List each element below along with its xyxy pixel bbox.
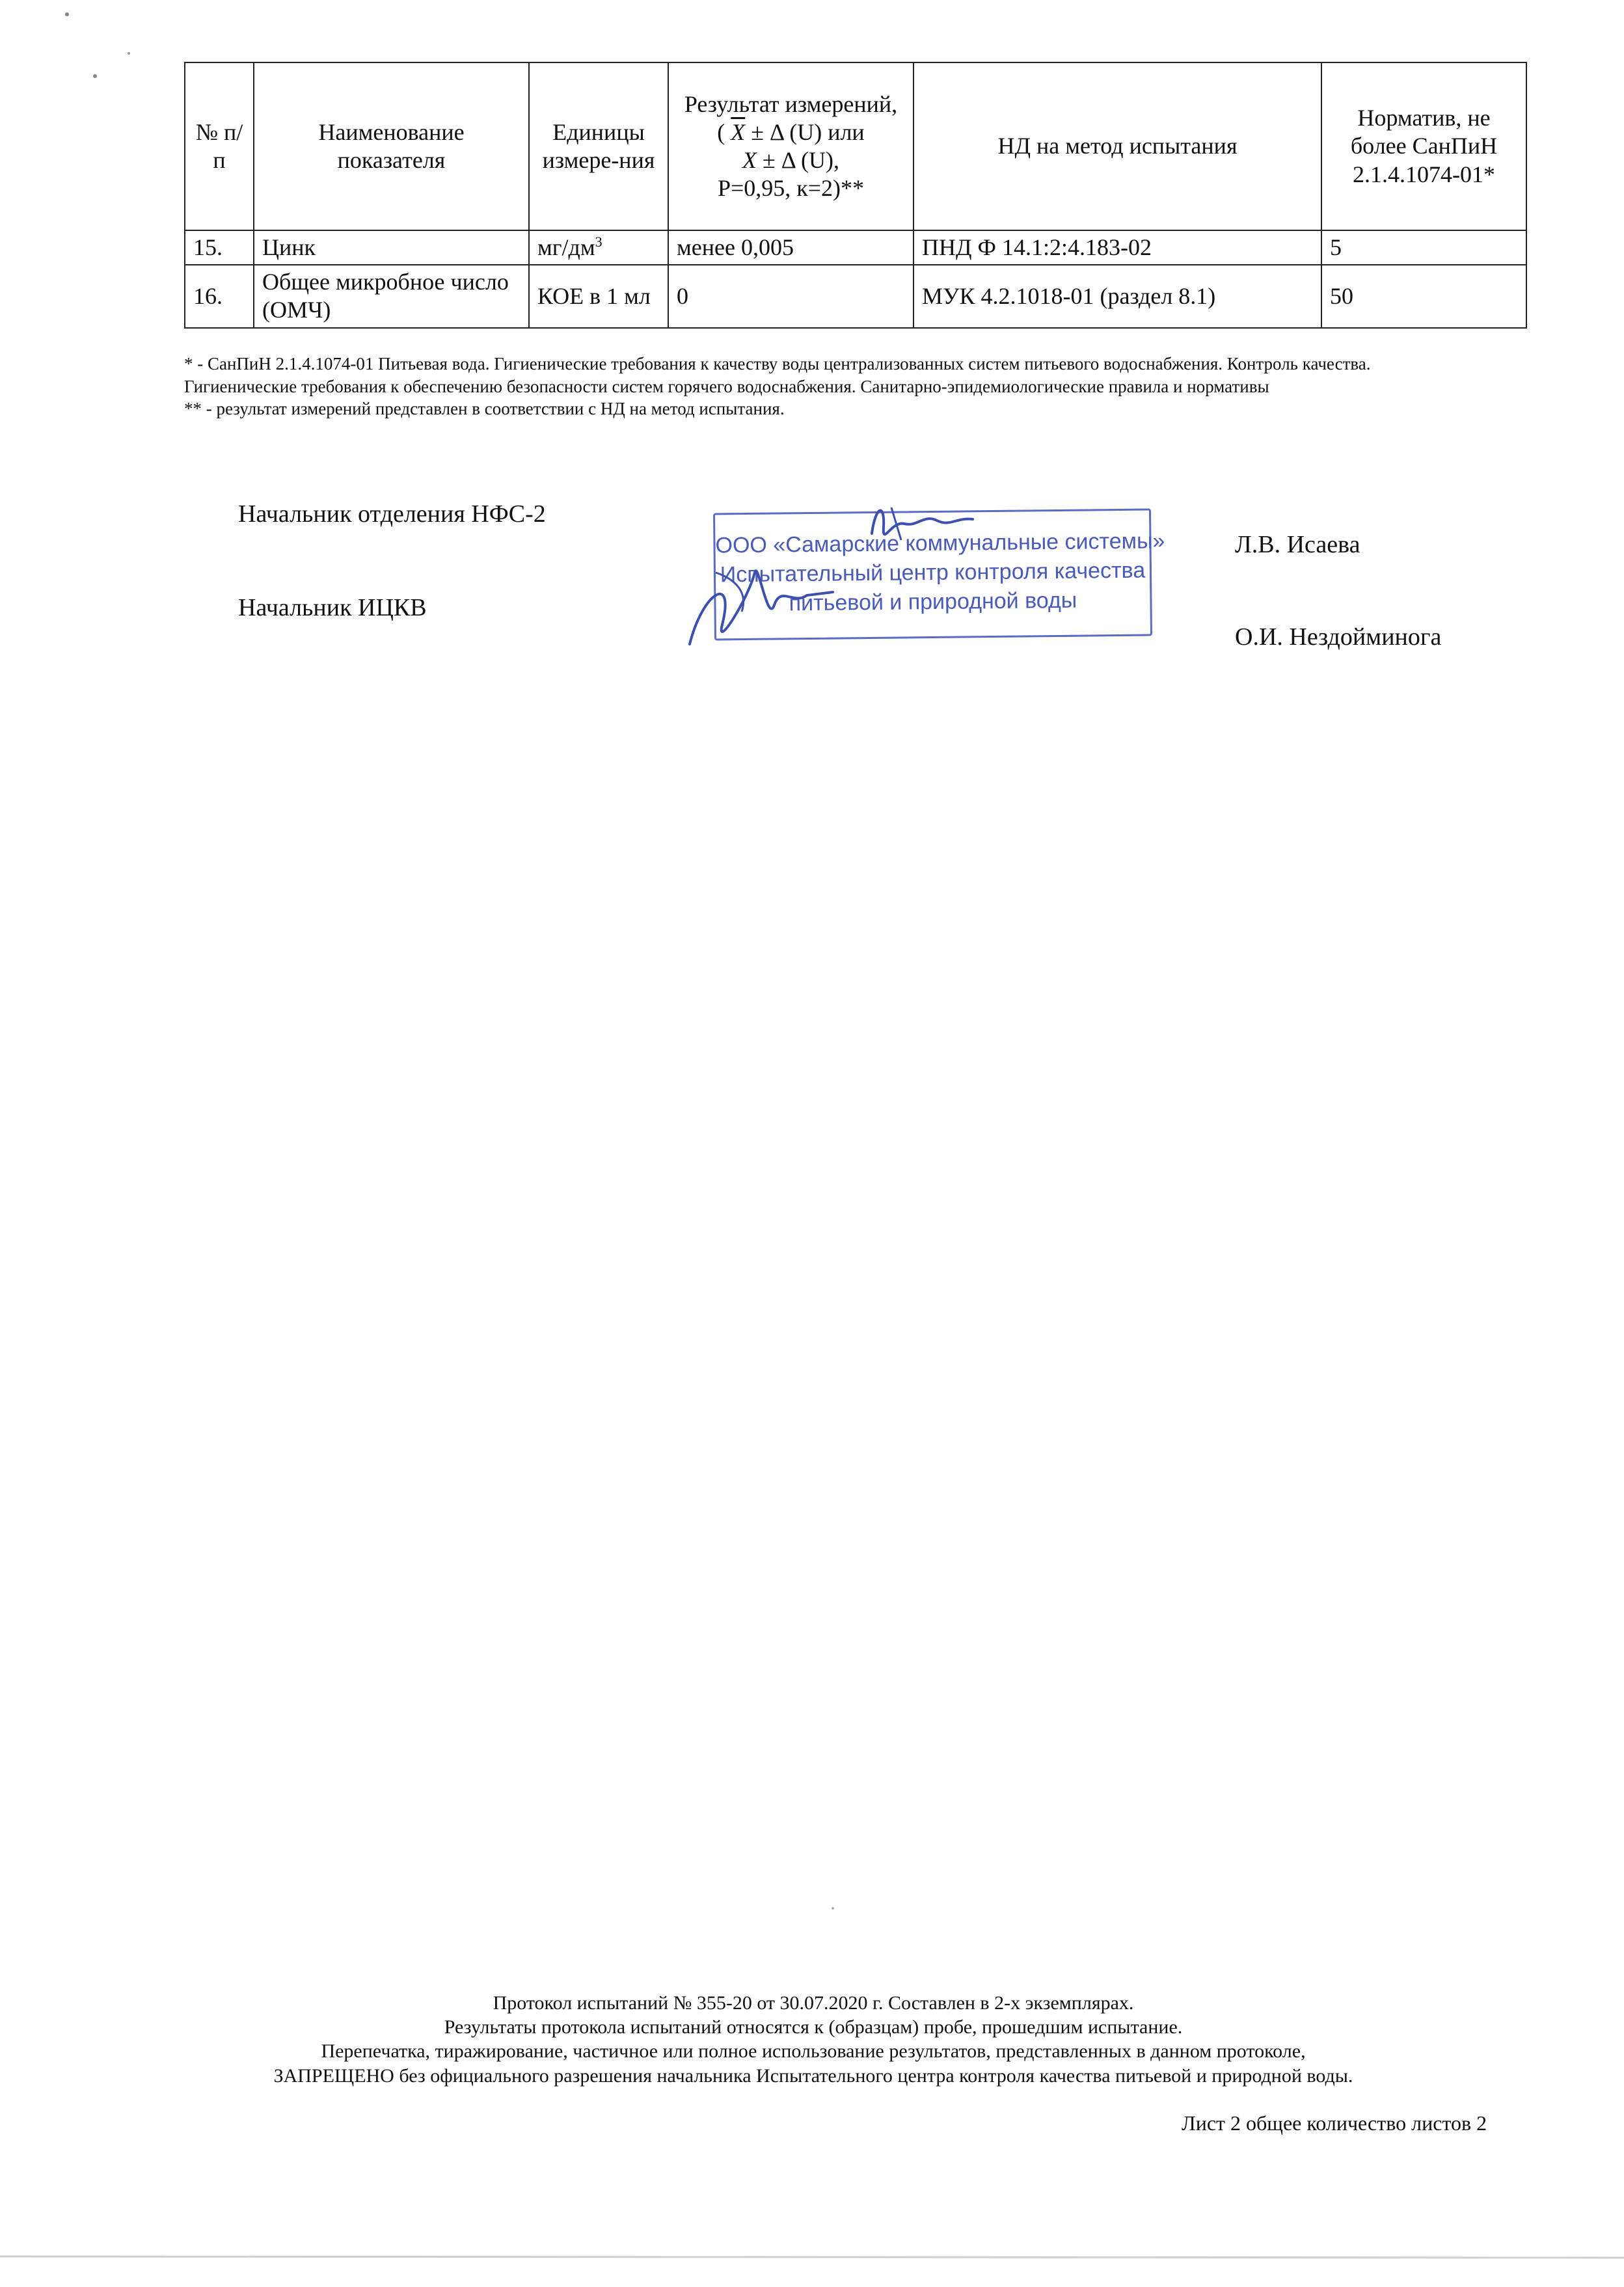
table-row [185, 230, 1526, 265]
footnote-3: ** - результат измерений представлен в соответствии с НД на метод испытания. [184, 399, 785, 419]
row-name: Общее микробное число (ОМЧ) [254, 265, 529, 327]
row-result: 0 [668, 265, 914, 327]
signature-title-1: Начальник отделения НФС-2 [238, 500, 546, 528]
header-result-pm1: ± Δ (U) или [751, 118, 865, 145]
results-table [184, 62, 1527, 329]
row-norm: 50 [1321, 265, 1526, 327]
header-result-p: P=0,95, к=2)** [717, 175, 865, 202]
protocol-footer [163, 1991, 1464, 2088]
sheet-number: Лист 2 общее количество листов 2 [1182, 2111, 1487, 2135]
header-name: Наименование показателя [254, 62, 529, 230]
header-result-line2 [677, 146, 905, 174]
footnotes [184, 353, 1544, 420]
signature-name-2: О.И. Нездойминога [1235, 623, 1442, 651]
header-num: № п/п [185, 62, 254, 230]
signature-name-1: Л.В. Исаева [1235, 531, 1360, 558]
units-text: мг/дм [537, 234, 595, 260]
footnote-2: Гигиенические требования к обеспечению безопасности систем горячего водоснабжения. Санитарно-эпидемиологические правила и нормативы [184, 376, 1269, 396]
header-result-line1: ( $\overline{X} \pm \Delta$ (U) или [717, 118, 865, 145]
header-norm: Норматив, не более СанПиН 2.1.4.1074-01* [1321, 62, 1526, 230]
footer-line-1: Протокол испытаний № 355-20 от 30.07.2020 г. Составлен в 2-х экземплярах. [493, 1992, 1134, 2014]
stamp-line-2: Испытательный центр контроля качества [720, 558, 1146, 588]
row-num: 15. [185, 230, 254, 265]
footnote-1: * - СанПиН 2.1.4.1074-01 Питьевая вода. Гигиенические требования к качеству воды централизованных систем питьевого водоснабжения. Контроль качества. [184, 354, 1371, 373]
row-norm: 5 [1321, 230, 1526, 265]
table-row [185, 265, 1526, 327]
table-header-row [185, 62, 1526, 230]
header-method: НД на метод испытания [914, 62, 1321, 230]
header-result-title: Результат измерений, [684, 90, 898, 117]
stamp-line-3: питьевой и природной воды [789, 588, 1077, 616]
signature-title-2: Начальник ИЦКВ [238, 594, 427, 621]
header-result-pm2: ± Δ (U), [763, 147, 839, 173]
row-method: МУК 4.2.1018-01 (раздел 8.1) [914, 265, 1321, 327]
header-result [668, 62, 914, 230]
footer-line-2: Результаты протокола испытаний относятся к (образцам) пробе, прошедшим испытание. [444, 2016, 1183, 2038]
header-units: Единицы измере-ния [529, 62, 668, 230]
row-num: 16. [185, 265, 254, 327]
row-result: менее 0,005 [668, 230, 914, 265]
row-name: Цинк [254, 230, 529, 265]
handwritten-signatures [677, 494, 1002, 651]
units-sup: 3 [595, 234, 602, 250]
row-units: КОЕ в 1 мл [529, 265, 668, 327]
row-units [529, 230, 668, 265]
footer-line-4: ЗАПРЕЩЕНО без официального разрешения начальника Испытательного центра контроля качества питьевой и природной воды. [273, 2064, 1353, 2087]
x-bar-symbol: $\overline{X}$ [731, 118, 746, 145]
stamp-line-1: ООО «Самарские коммунальные системы» [715, 528, 1165, 558]
x-symbol: X [742, 147, 757, 173]
footer-line-3: Перепечатка, тиражирование, частичное или полное использование результатов, представленных в данном протоколе, [321, 2040, 1306, 2063]
row-method: ПНД Ф 14.1:2:4.183-02 [914, 230, 1321, 265]
